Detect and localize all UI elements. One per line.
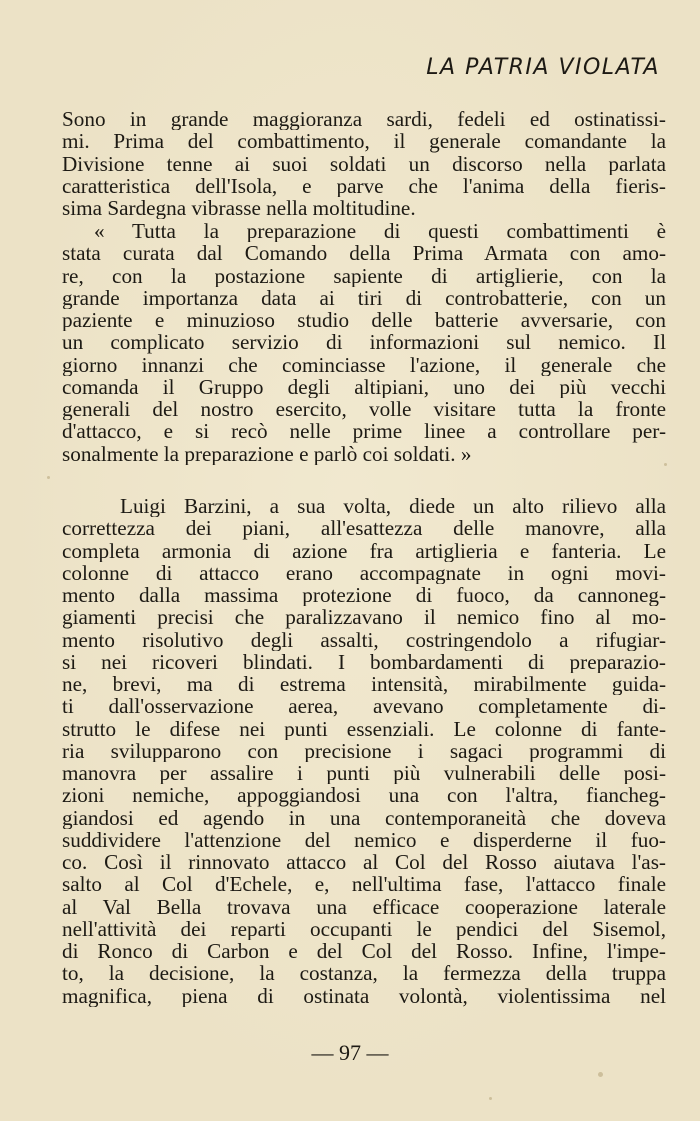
text-line: to, la decisione, la costanza, la fermezza della truppa xyxy=(62,962,666,985)
text-line: giorno innanzi che cominciasse l'azione, il generale che xyxy=(62,353,666,376)
text-line: generali del nostro esercito, volle visitare tutta la fronte xyxy=(62,398,666,421)
text-line: co. Così il rinnovato attacco al Col del Rosso aiutava l'as- xyxy=(62,851,666,874)
text-line: correttezza dei piani, all'esattezza delle manovre, alla xyxy=(62,517,666,540)
text-line: si nei ricoveri blindati. I bombardamenti di preparazio- xyxy=(62,650,666,673)
text-line: grande importanza data ai tiri di controbatterie, con un xyxy=(62,286,666,309)
text-line: giandosi ed agendo in una contemporaneità che doveva xyxy=(62,806,666,829)
text-line: sima Sardegna vibrasse nella moltitudine. xyxy=(62,197,416,220)
paper-speck xyxy=(664,463,667,466)
text-line: completa armonia di azione fra artiglieria e fanteria. Le xyxy=(62,539,666,562)
text-line: strutto le difese nei punti essenziali. Le colonne di fante- xyxy=(62,717,666,740)
text-line: nell'attività dei reparti occupanti le pendici del Sisemol, xyxy=(62,917,666,940)
text-line: stata curata dal Comando della Prima Armata con amo- xyxy=(62,242,666,265)
text-line: colonne di attacco erano accompagnate in ogni movi- xyxy=(62,561,666,584)
text-line: giamenti precisi che paralizzavano il nemico fino al mo- xyxy=(62,606,666,629)
text-line: suddividere l'attenzione del nemico e disperderne il fuo- xyxy=(62,828,666,851)
text-line: paziente e minuzioso studio delle batterie avversarie, con xyxy=(62,309,666,332)
text-line: caratteristica dell'Isola, e parve che l'anima della fieris- xyxy=(62,174,666,197)
text-line: di Ronco di Carbon e del Col del Rosso. Infine, l'impe- xyxy=(62,940,666,963)
running-head: LA PATRIA VIOLATA xyxy=(426,55,660,80)
text-line: Sono in grande maggioranza sardi, fedeli ed ostinatissi- xyxy=(62,108,666,131)
text-line: d'attacco, e si recò nelle prime linee a controllare per- xyxy=(62,420,666,443)
paragraph-1 xyxy=(62,108,666,219)
text-line: un complicato servizio di informazioni sul nemico. Il xyxy=(62,331,666,354)
text-line: zioni nemiche, appoggiandosi una con l'altra, fiancheg- xyxy=(62,784,666,807)
text-line: mi. Prima del combattimento, il generale comandante la xyxy=(62,130,666,153)
text-line: manovra per assalire i punti più vulnerabili delle posi- xyxy=(62,762,666,785)
text-line: mento dalla massima protezione di fuoco, da cannoneg- xyxy=(62,584,666,607)
paragraph-2 xyxy=(62,220,666,465)
paper-speck xyxy=(47,476,50,479)
text-line: salto al Col d'Echele, e, nell'ultima fase, l'attacco finale xyxy=(62,873,666,896)
text-line: ria svilupparono con precisione i sagaci programmi di xyxy=(62,739,666,762)
text-line: « Tutta la preparazione di questi combattimenti è xyxy=(94,220,666,243)
text-line: Luigi Barzini, a sua volta, diede un alto rilievo alla xyxy=(120,495,666,518)
paragraph-3 xyxy=(62,495,666,1007)
text-line: ne, brevi, ma di estrema intensità, mirabilmente guida- xyxy=(62,673,666,696)
text-line: mento risolutivo degli assalti, costringendolo a rifugiar- xyxy=(62,628,666,651)
paper-speck xyxy=(598,1072,603,1077)
text-line: Divisione tenne ai suoi soldati un discorso nella parlata xyxy=(62,152,666,175)
text-line: al Val Bella trovava una efficace cooperazione laterale xyxy=(62,895,666,918)
text-line: comanda il Gruppo degli altipiani, uno dei più vecchi xyxy=(62,375,666,398)
text-line: sonalmente la preparazione e parlò coi soldati. » xyxy=(62,442,472,465)
text-line: magnifica, piena di ostinata volontà, violentissima nel xyxy=(62,984,666,1007)
paper-speck xyxy=(489,1097,492,1100)
page-number: — 97 — xyxy=(311,1040,389,1065)
text-line: ti dall'osservazione aerea, avevano completamente di- xyxy=(62,695,666,718)
text-line: re, con la postazione sapiente di artiglierie, con la xyxy=(62,264,666,287)
